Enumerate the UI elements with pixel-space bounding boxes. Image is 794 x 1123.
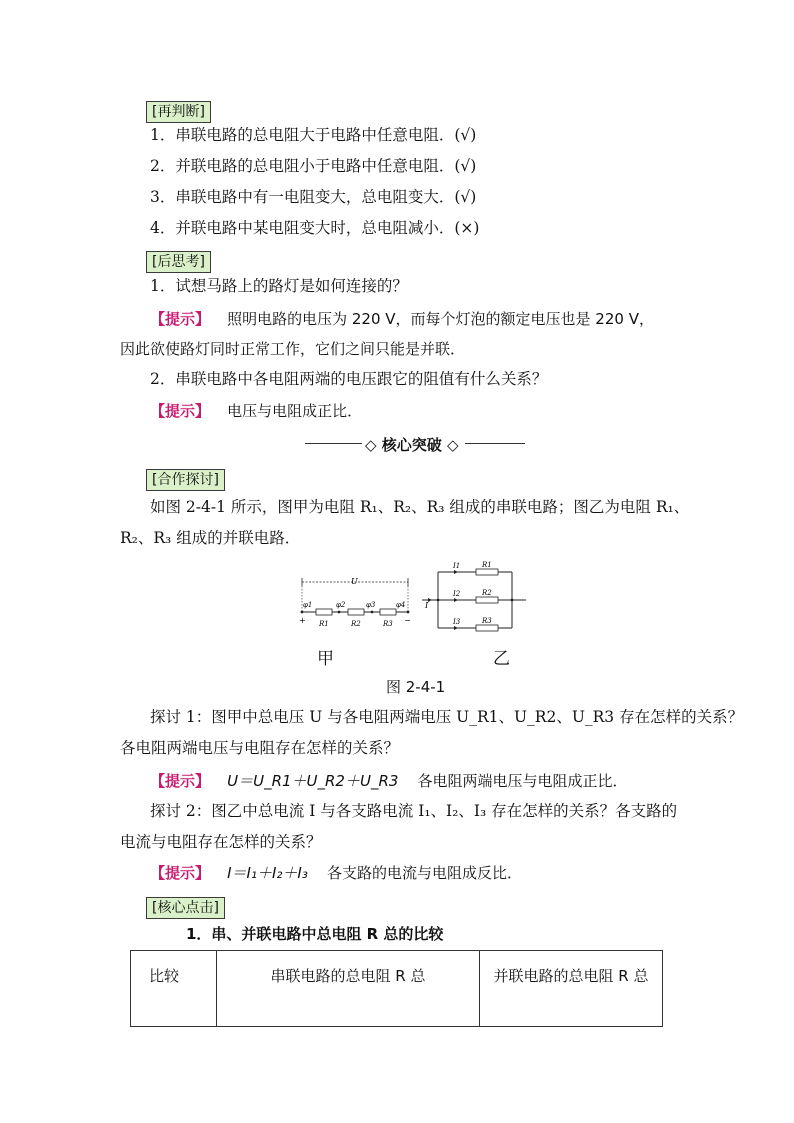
hint-label: 【提示】	[150, 864, 211, 882]
potential-label-4: φ4	[396, 601, 406, 609]
afterthink-question-2: 2．串联电路中各电阻两端的电压跟它的阻值有什么关系？	[150, 370, 548, 388]
afterthink-answer-1-cont: 因此欲使路灯同时正常工作，它们之间只能是并联．	[120, 340, 466, 358]
title-rule-left	[305, 443, 362, 444]
discussion-2-line2: 电流与电阻存在怎样的关系？	[120, 833, 322, 851]
discussion-1-answer	[150, 770, 628, 791]
rejudge-item-4: 4．并联电路中某电阻变大时，总电阻减小．(×)	[150, 219, 480, 237]
parallel-label-R2: R2	[482, 589, 492, 597]
cooperate-intro-line2: R₂、R₃ 组成的并联电路．	[120, 529, 301, 547]
figure-label-yi: 乙	[493, 649, 510, 669]
figure-caption: 图 2-4-1	[386, 678, 446, 696]
plus-terminal: +	[299, 616, 306, 625]
hint-label: 【提示】	[150, 772, 211, 790]
table-header-parallel: 并联电路的总电阻 R 总	[480, 951, 663, 1027]
core-points-heading: 1．串、并联电路中总电阻 R 总的比较	[186, 925, 444, 943]
table-header-compare: 比较	[131, 951, 217, 1027]
table-header-series: 串联电路的总电阻 R 总	[217, 951, 480, 1027]
answer-formula: I＝I₁＋I₂＋I₃	[227, 864, 308, 882]
voltage-label-U: U	[351, 577, 358, 586]
series-label-R3: R3	[383, 620, 393, 628]
title-rule-right	[465, 443, 525, 444]
potential-label-2: φ2	[336, 601, 346, 609]
potential-label-1: φ1	[303, 601, 313, 609]
afterthink-answer-2	[150, 400, 362, 421]
parallel-label-R1: R1	[482, 561, 492, 569]
afterthink-question-1: 1．试想马路上的路灯是如何连接的？	[150, 277, 408, 295]
parallel-circuit-diagram	[420, 558, 530, 634]
answer-formula: U＝U_R1＋U_R2＋U_R3	[227, 772, 399, 790]
hint-label: 【提示】	[150, 402, 211, 420]
series-resistor-R3	[380, 609, 396, 615]
branch-current-I1: I1	[453, 562, 461, 570]
section-tag-cooperate: [合作探讨]	[146, 469, 225, 491]
minus-terminal: −	[404, 616, 411, 625]
answer-text: 各电阻两端电压与电阻成正比．	[417, 772, 628, 790]
branch-current-I2: I2	[453, 590, 461, 598]
series-resistor-R1	[316, 609, 332, 615]
answer-text: 照明电路的电压为 220 V，而每个灯泡的额定电压也是 220 V，	[227, 310, 654, 328]
rejudge-item-3: 3．串联电路中有一电阻变大，总电阻变大．(√)	[150, 188, 477, 206]
hint-label: 【提示】	[150, 310, 211, 328]
comparison-table	[130, 950, 663, 1027]
core-breakthrough-title: ◇ 核心突破 ◇	[365, 436, 459, 454]
discussion-2-line1: 探讨 2：图乙中总电流 I 与各支路电流 I₁、I₂、I₃ 存在怎样的关系？各支路的	[150, 802, 678, 820]
cooperate-intro-line1: 如图 2-4-1 所示，图甲为电阻 R₁、R₂、R₃ 组成的串联电路；图乙为电阻 R₁、	[150, 498, 690, 516]
parallel-resistor-R1	[476, 569, 498, 575]
series-resistor-R2	[348, 609, 364, 615]
afterthink-answer-1	[150, 308, 654, 329]
series-label-R1: R1	[319, 620, 329, 628]
rejudge-item-1: 1．串联电路的总电阻大于电路中任意电阻．(√)	[150, 126, 477, 144]
answer-text: 电压与电阻成正比．	[227, 402, 363, 420]
section-tag-rejudge: [再判断]	[146, 101, 211, 123]
section-tag-core-points: [核心点击]	[146, 897, 225, 919]
discussion-1-line1: 探讨 1：图甲中总电压 U 与各电阻两端电压 U_R1、U_R2、U_R3 存在怎样的关系？	[150, 708, 744, 726]
parallel-resistor-R2	[476, 597, 498, 603]
total-current-I: I	[425, 601, 429, 610]
branch-current-I3: I3	[453, 618, 461, 626]
answer-text: 各支路的电流与电阻成反比．	[326, 864, 522, 882]
table-row	[131, 951, 663, 1027]
section-tag-afterthink: [后思考]	[146, 251, 211, 273]
rejudge-item-2: 2．并联电路的总电阻小于电路中任意电阻．(√)	[150, 157, 477, 175]
discussion-2-answer	[150, 862, 522, 883]
discussion-1-line2: 各电阻两端电压与电阻存在怎样的关系？	[120, 739, 400, 757]
figure-label-jia: 甲	[317, 649, 334, 669]
potential-label-3: φ3	[366, 601, 376, 609]
series-label-R2: R2	[351, 620, 361, 628]
parallel-resistor-R3	[476, 625, 498, 631]
parallel-label-R3: R3	[482, 617, 492, 625]
series-circuit-diagram	[292, 570, 418, 632]
